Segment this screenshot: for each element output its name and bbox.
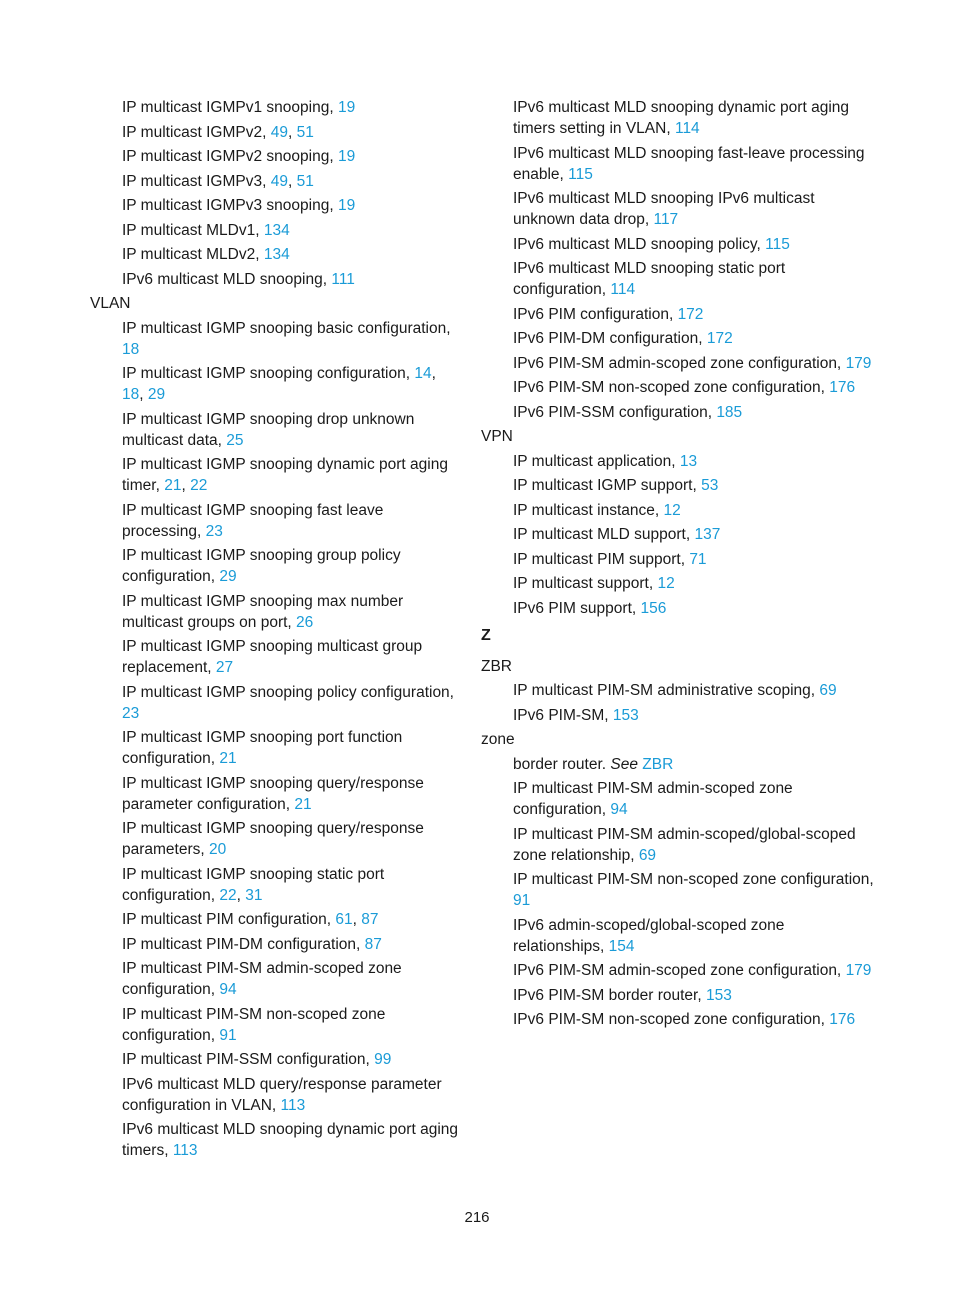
page-link[interactable]: 20 (209, 841, 227, 858)
page-link[interactable]: 51 (296, 123, 314, 141)
subentry-text: IPv6 PIM-SM admin-scoped zone configuration, (513, 354, 842, 372)
see-reference-link[interactable]: ZBR (642, 755, 674, 773)
subentry-text: IP multicast MLD support, (513, 526, 691, 543)
index-subentry (122, 1049, 460, 1070)
index-term: zone (481, 731, 515, 748)
subentry-text: IP multicast IGMP snooping drop unknown multicast data, (122, 410, 415, 449)
page-link[interactable]: 113 (280, 1096, 306, 1114)
subentry-text: IPv6 multicast MLD snooping, (122, 270, 328, 288)
page-link[interactable]: 29 (147, 386, 166, 403)
page-link[interactable]: 51 (296, 172, 314, 190)
index-subentry (122, 682, 460, 724)
index-subentry (513, 960, 876, 981)
index-subentry (122, 97, 460, 118)
page-link[interactable]: 19 (337, 197, 356, 214)
index-subentry (513, 754, 876, 775)
page-link[interactable]: 115 (765, 235, 790, 253)
subentry-text: IP multicast PIM-SSM configuration, (122, 1051, 370, 1068)
page-link[interactable]: 19 (337, 99, 356, 116)
page-link[interactable]: 154 (608, 937, 635, 955)
index-subentry (513, 143, 876, 185)
subentry-text: IPv6 multicast MLD snooping IPv6 multicast unknown data drop, (513, 190, 815, 228)
subentry-text: IP multicast PIM configuration, (122, 911, 332, 928)
subentry-text: IPv6 PIM-SM, (513, 706, 609, 724)
index-subentry (122, 500, 460, 542)
page-number: 216 (464, 1209, 490, 1226)
page-link[interactable]: 91 (219, 1026, 237, 1044)
page-link[interactable]: 172 (706, 330, 733, 347)
page-link[interactable]: 172 (677, 305, 704, 323)
page-link[interactable]: 87 (364, 935, 382, 953)
index-subentry (513, 680, 876, 701)
index-subentry (122, 1119, 460, 1161)
page-link[interactable]: 176 (829, 1011, 856, 1028)
index-subentry (122, 773, 460, 815)
subentry-text: IP multicast MLDv1, (122, 221, 260, 239)
index-subentry (122, 318, 460, 360)
subentry-text: IPv6 PIM-SM non-scoped zone configuration, (513, 379, 825, 396)
index-subentry (122, 934, 460, 955)
index-subentry (122, 409, 460, 451)
index-subentry: IP multicast IGMP snooping configuration, 14, 18, 29 (122, 365, 436, 403)
page-link[interactable]: 71 (689, 550, 707, 568)
index-subentry (122, 1004, 460, 1046)
page-link[interactable]: 176 (829, 379, 856, 396)
subentry-text: IP multicast IGMP snooping configuration, (122, 365, 411, 382)
page-link[interactable]: 117 (653, 211, 679, 228)
page-link[interactable]: 18 (122, 386, 140, 403)
index-term: VPN (481, 428, 513, 445)
page-link[interactable]: 137 (694, 526, 721, 543)
subentry-text: IP multicast IGMPv2 snooping, (122, 148, 334, 165)
subentry-text: IP multicast PIM-SM non-scoped zone configuration, (122, 1005, 386, 1044)
index-subentry (513, 1009, 876, 1030)
page-link[interactable]: 31 (245, 886, 263, 904)
page-link[interactable]: 25 (226, 431, 244, 449)
index-subentry (122, 269, 460, 290)
subentry-text: IP multicast PIM-SM non-scoped zone configuration, (513, 871, 874, 888)
subentry-text: IPv6 PIM-DM configuration, (513, 330, 703, 347)
subentry-text: IPv6 multicast MLD snooping dynamic port aging timers, (122, 1121, 458, 1159)
index-subentry (513, 97, 876, 139)
page-link[interactable]: 111 (331, 270, 355, 288)
index-subentry (513, 549, 876, 570)
page-link[interactable]: 134 (263, 246, 290, 263)
page-link[interactable]: 179 (845, 962, 872, 979)
index-subentry (122, 636, 460, 678)
page-link[interactable]: 134 (263, 221, 290, 239)
subentry-text: IP multicast IGMPv3, (122, 172, 267, 190)
subentry-text: IPv6 multicast MLD snooping dynamic port aging timers setting in VLAN, (513, 99, 849, 137)
index-subentry (513, 377, 876, 398)
subentry-text: IP multicast IGMP snooping basic configuration, (122, 319, 451, 337)
subentry-text: IP multicast IGMP support, (513, 477, 697, 494)
subentry-text: IP multicast MLDv2, (122, 246, 260, 263)
subentry-text: IPv6 multicast MLD snooping policy, (513, 235, 761, 253)
page-link[interactable]: 19 (337, 148, 356, 165)
subentry-text: IP multicast IGMPv2, (122, 123, 267, 141)
subentry-text: IP multicast IGMPv1 snooping, (122, 99, 334, 116)
index-subentry (513, 598, 876, 619)
subentry-text: IPv6 PIM support, (513, 599, 637, 617)
subentry-text: IP multicast PIM-SM administrative scoping, (513, 682, 816, 699)
see-label: See (610, 755, 638, 773)
page-link[interactable]: 26 (296, 613, 314, 631)
subentry-text: IPv6 PIM-SM border router, (513, 986, 702, 1004)
subentry-text: IP multicast IGMP snooping dynamic port aging timer, (122, 456, 448, 494)
page-link[interactable]: 113 (172, 1142, 198, 1159)
page-link[interactable]: 14 (414, 365, 432, 382)
subentry-text: IPv6 multicast MLD snooping static port configuration, (513, 260, 786, 298)
subentry-text: IPv6 PIM-SM admin-scoped zone configuration, (513, 962, 842, 979)
index-term: ZBR (481, 657, 512, 675)
page-link[interactable]: 179 (845, 354, 872, 372)
subentry-text: IP multicast instance, (513, 501, 660, 519)
page-link[interactable]: 29 (219, 568, 237, 585)
page-link[interactable]: 49 (270, 172, 288, 190)
page-link[interactable]: 69 (819, 682, 837, 699)
index-subentry (513, 778, 876, 820)
page-link[interactable]: 23 (205, 522, 223, 540)
subentry-text: IP multicast IGMP snooping max number multicast groups on port, (122, 592, 404, 631)
page-link[interactable]: 27 (215, 659, 234, 676)
page-link[interactable]: 22 (219, 886, 237, 904)
page-link[interactable]: 99 (374, 1051, 392, 1068)
index-subentry: IP multicast IGMP snooping static port configuration, 22, 31 (122, 865, 385, 904)
index-subentry (122, 818, 460, 860)
index-column-right (481, 97, 876, 1034)
index-subentry (513, 475, 876, 496)
index-column-left (90, 97, 460, 1165)
page-link[interactable]: 61 (335, 911, 353, 928)
subentry-text: IP multicast PIM-SM admin-scoped/global-scoped zone relationship, (513, 825, 856, 864)
subentry-text: border router. (513, 755, 607, 773)
subentry-text: IP multicast IGMP snooping multicast group replacement, (122, 638, 423, 676)
index-subentry (513, 705, 876, 726)
page-link[interactable]: 12 (663, 501, 681, 519)
subentry-text: IP multicast IGMP snooping group policy configuration, (122, 547, 401, 585)
page-link[interactable]: 94 (610, 801, 628, 818)
page-link[interactable]: 91 (513, 892, 531, 909)
page-link[interactable]: 22 (190, 477, 208, 494)
subentry-text: IP multicast IGMP snooping static port configuration, (122, 865, 385, 904)
index-subentry: IP multicast IGMPv3, 49, 51 (122, 172, 314, 190)
subentry-text: IP multicast IGMPv3 snooping, (122, 197, 334, 214)
index-subentry (513, 258, 876, 300)
subentry-text: IP multicast IGMP snooping policy configuration, (122, 683, 454, 701)
index-subentry (513, 915, 876, 957)
subentry-text: IP multicast PIM-SM admin-scoped zone configuration, (513, 780, 793, 818)
subentry-text: IPv6 PIM-SSM configuration, (513, 403, 712, 421)
subentry-text: IPv6 admin-scoped/global-scoped zone relationships, (513, 916, 785, 955)
index-subentry (513, 402, 876, 423)
index-subentry (122, 244, 460, 265)
index-subentry (513, 328, 876, 349)
subentry-text: IP multicast PIM-DM configuration, (122, 935, 361, 953)
index-subentry (513, 304, 876, 325)
page-link[interactable]: 13 (679, 452, 698, 470)
subentry-text: IP multicast IGMP snooping query/response parameters, (122, 820, 424, 858)
subentry-text: IP multicast IGMP snooping query/response parameter configuration, (122, 774, 424, 813)
subentry-text: IP multicast PIM support, (513, 550, 685, 568)
index-subentry (122, 591, 460, 633)
page-link[interactable]: 185 (716, 403, 743, 421)
index-subentry (513, 188, 876, 230)
page-link[interactable]: 18 (122, 340, 140, 358)
subentry-text: IPv6 PIM-SM non-scoped zone configuration, (513, 1011, 825, 1028)
index-subentry (122, 545, 460, 587)
subentry-text: IPv6 multicast MLD query/response parameter configuration in VLAN, (122, 1075, 442, 1114)
index-subentry: IP multicast PIM configuration, 61, 87 (122, 911, 379, 928)
index-subentry (513, 234, 876, 255)
subentry-text: IP multicast IGMP snooping fast leave processing, (122, 501, 384, 540)
index-subentry (122, 220, 460, 241)
index-subentry (513, 869, 876, 911)
index-subentry (513, 985, 876, 1006)
page-link[interactable]: 156 (640, 599, 667, 617)
page-link[interactable]: 115 (568, 165, 593, 183)
index-subentry (513, 451, 876, 472)
page-link[interactable]: 153 (705, 986, 732, 1004)
subentry-text: IP multicast application, (513, 452, 676, 470)
index-term: VLAN (90, 295, 131, 312)
page-link[interactable]: 21 (294, 795, 312, 813)
page-link[interactable]: 153 (612, 706, 639, 724)
page-link[interactable]: 114 (674, 120, 700, 137)
page-link[interactable]: 114 (610, 281, 636, 298)
index-subentry (122, 146, 460, 167)
page-link[interactable]: 49 (270, 123, 288, 141)
page-link[interactable]: 23 (122, 704, 140, 722)
index-subentry (513, 524, 876, 545)
page-link[interactable]: 53 (701, 477, 719, 494)
page-link[interactable]: 21 (219, 750, 237, 767)
index-subentry (513, 573, 876, 594)
page-link[interactable]: 21 (164, 477, 182, 494)
index-subentry (122, 195, 460, 216)
index-subentry (513, 353, 876, 374)
subentry-text: IP multicast support, (513, 575, 654, 592)
index-subentry (122, 958, 460, 1000)
index-section-letter: Z (481, 626, 491, 644)
index-subentry (122, 1074, 460, 1116)
subentry-text: IPv6 multicast MLD snooping fast-leave processing enable, (513, 144, 865, 183)
subentry-text: IPv6 PIM configuration, (513, 305, 674, 323)
page-link[interactable]: 87 (361, 911, 379, 928)
subentry-text: IP multicast PIM-SM admin-scoped zone configuration, (122, 960, 402, 998)
page-link[interactable]: 69 (638, 846, 657, 864)
index-subentry (122, 727, 460, 769)
index-subentry (513, 824, 876, 866)
page-link[interactable]: 94 (219, 981, 237, 998)
index-subentry (513, 500, 876, 521)
index-subentry: IP multicast IGMP snooping dynamic port aging timer, 21, 22 (122, 456, 448, 494)
subentry-text: IP multicast IGMP snooping port function configuration, (122, 729, 403, 767)
page-link[interactable]: 12 (657, 575, 675, 592)
index-subentry: IP multicast IGMPv2, 49, 51 (122, 123, 314, 141)
